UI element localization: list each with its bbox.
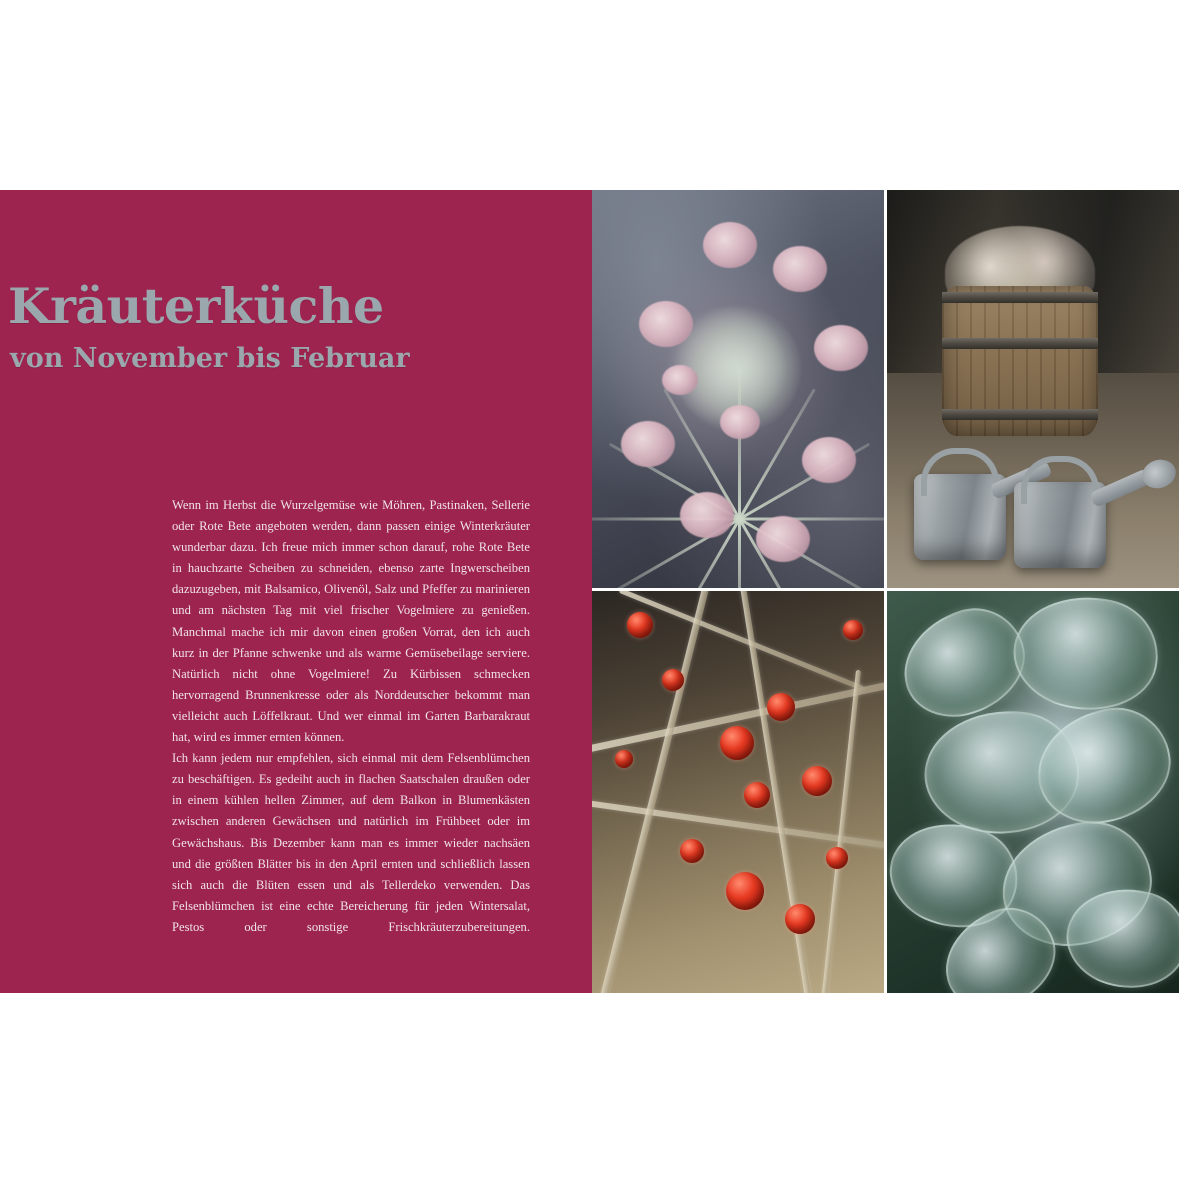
photo-frosted-berries bbox=[592, 588, 884, 993]
photo-gutter-vertical bbox=[884, 190, 887, 993]
body-paragraph-2: Ich kann jedem nur empfehlen, sich einmal mit dem Felsenblümchen zu beschäftigen. Es gedeiht auch in flachen Saatschalen draußen oder in einem kühlen hellen Zimmer, auf dem Balkon in Blumenkästen zwischen anderen Gewächsen und natürlich im Frühbeet oder im Gewächshaus. Bis Dezember kann man es immer wieder nachsäen und die größten Blätter bis in den April ernten und schließlich lassen sich auch die Blüten essen und als Tellerdeko verwenden. Das Felsenblümchen ist eine echte Bereicherung für jeden Wintersalat, Pestos oder sonstige Frischkräuterzubereitungen. bbox=[172, 751, 530, 934]
watering-can-right bbox=[1014, 482, 1106, 568]
body-copy bbox=[172, 495, 530, 959]
barrel-shape bbox=[942, 286, 1098, 436]
photo-gutter-horizontal bbox=[592, 588, 1179, 591]
body-paragraph-1: Wenn im Herbst die Wurzelgemüse wie Möhren, Pastinaken, Sellerie oder Rote Bete angeboten werden, dann passen einige Winterkräuter wunderbar dazu. Ich freue mich immer schon darauf, rohe Rote Bete in hauchzarte Scheiben zu schneiden, ebenso zarte Ingwerscheiben dazuzugeben, mit Balsamico, Olivenöl, Salz und Pfeffer zu marinieren und am nächsten Tag mit viel frischer Vogelmiere zu genießen. Manchmal mache ich mir davon einen großen Vorrat, den ich auch kurz in der Pfanne schwenke und als warme Gemüsebeilage serviere. Natürlich nicht ohne Vogelmiere! Zu Kürbissen schmecken hervorragend Brunnenkresse oder als Norddeutscher bekommt man vielleicht auch Löffelkraut. Und wer einmal im Garten Barbarakraut hat, wird es immer ernten können. bbox=[172, 498, 530, 745]
book-spread bbox=[0, 190, 1179, 993]
photo-frosted-umbel bbox=[592, 190, 884, 588]
photo-frosted-leaves bbox=[884, 588, 1179, 993]
left-text-page bbox=[0, 190, 592, 993]
photo-barrel-planter bbox=[884, 190, 1179, 588]
right-photo-page bbox=[592, 190, 1179, 993]
watering-can-left bbox=[914, 474, 1006, 560]
title-block bbox=[8, 277, 568, 374]
page-subtitle: von November bis Februar bbox=[10, 343, 410, 374]
page-title: Kräuterküche bbox=[8, 277, 384, 335]
